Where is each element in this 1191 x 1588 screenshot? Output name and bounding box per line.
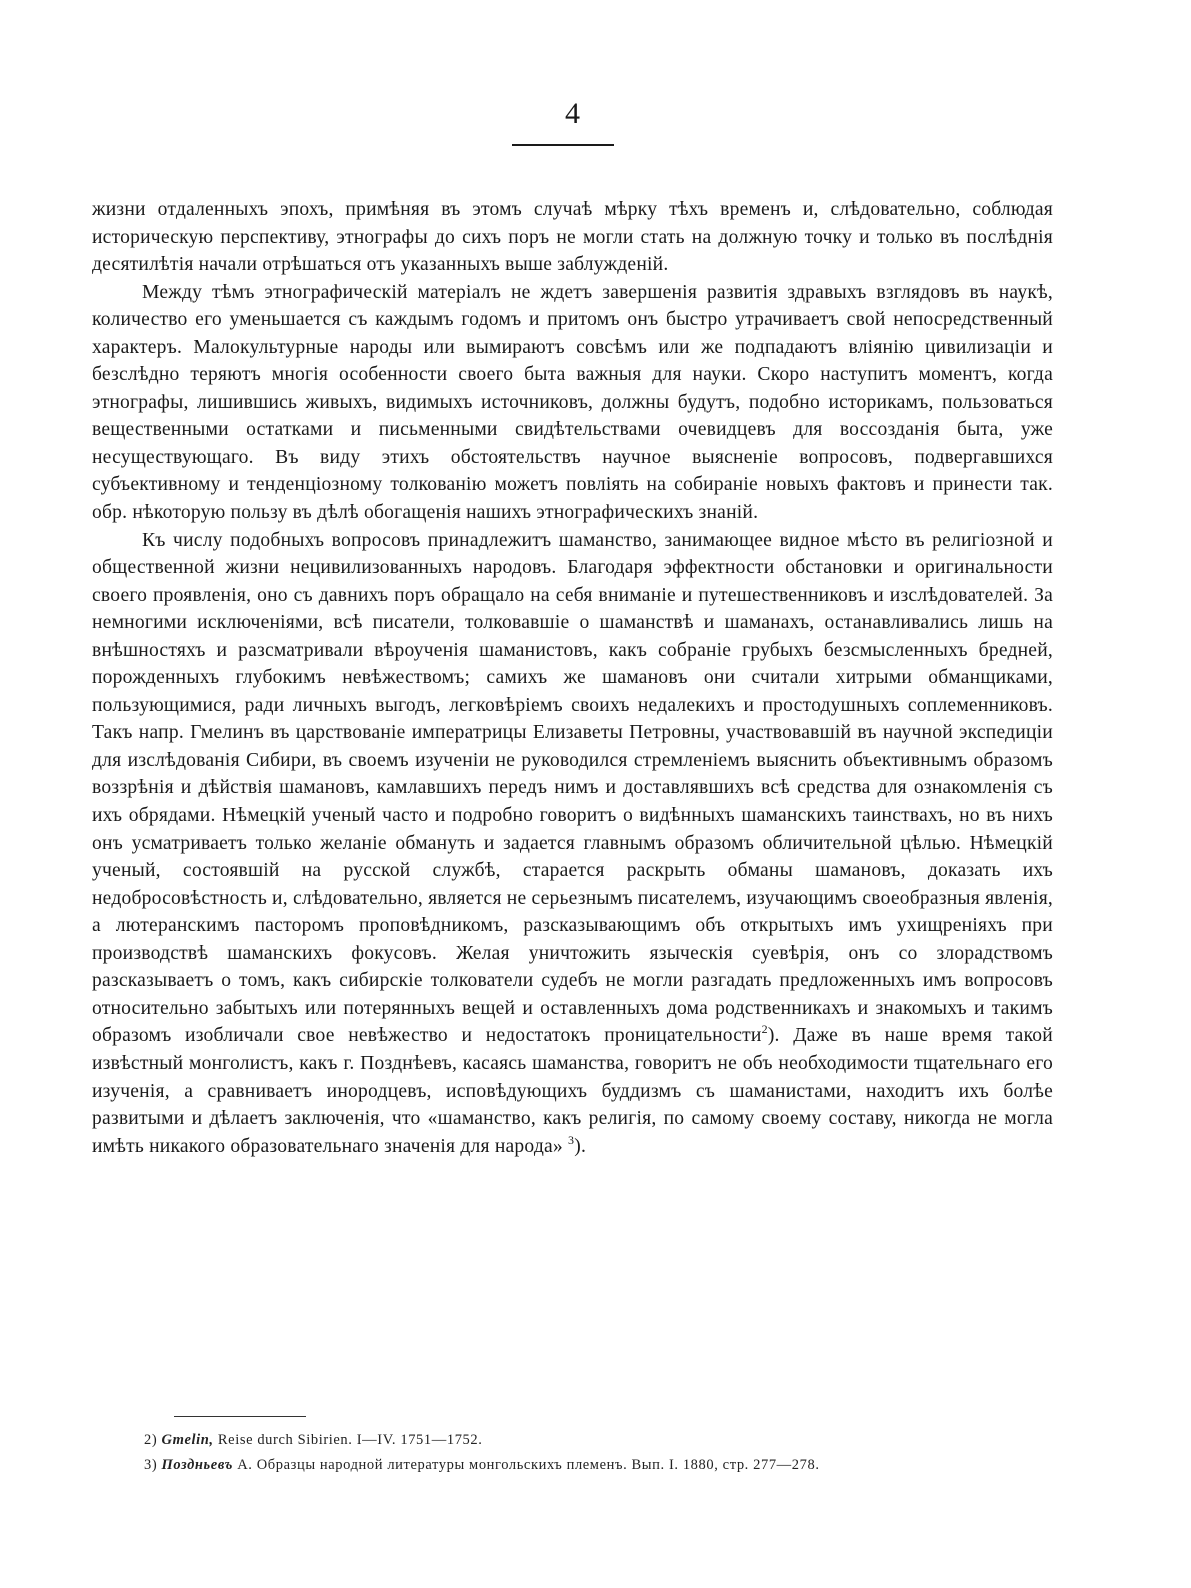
paragraph-text: Къ числу подобныхъ вопросовъ принадлежитъ шаманство, занимающее видное мѣсто въ религіозной и общественной жизни нецивилизованныхъ народовъ. Благодаря эффектности обстановки и оригинальности своего проявленія, оно съ давнихъ поръ обращало на себя вниманіе и путешественниковъ и изслѣдователей. За немногими исключеніями, всѣ писатели, толковавшіе о шаманствѣ и шаманахъ, останавливались лишь на внѣшностяхъ и разсматривали вѣроученія шаманистовъ, какъ собраніе грубыхъ безсмысленныхъ бредней, порожденныхъ глубокимъ невѣжествомъ; самихъ же шамановъ они считали хитрыми обманщиками, пользующимися, ради личныхъ выгодъ, легковѣріемъ своихъ недалекихъ и простодушныхъ соплеменниковъ. Такъ напр. Гмелинъ въ царствованіе императрицы Елизаветы Петровны, участвовавшій въ научной экспедиціи для изслѣдованія Сибири, въ своемъ изученіи не руководился стремленіемъ выяснить объективнымъ образомъ воззрѣнія и дѣйствія шамановъ, камлавшихъ передъ нимъ и доставлявшихъ всѣ средства для ознакомленія съ ихъ обрядами. Нѣмецкій ученый часто и подробно говоритъ о видѣнныхъ шаманскихъ таинствахъ, но въ нихъ онъ усматриваетъ только желаніе обмануть и задается главнымъ образомъ обличительной цѣлью. Нѣмецкій ученый, состоявшій на русской службѣ, старается раскрыть обманы шамановъ, доказать ихъ недобросовѣстность и, слѣдовательно, является не серьезнымъ писателемъ, изучающимъ своеобразныя явленія, а лютеранскимъ пасторомъ проповѣдникомъ, разсказывающимъ объ открытыхъ имъ ухищреніяхъ при производствѣ шаманскихъ фокусовъ. Желая уничтожить языческія суевѣрія, онъ со злорадствомъ разсказываетъ о томъ, какъ сибирскіе толкователи судебъ не могли разгадать предложенныхъ имъ вопросовъ относительно забытыхъ или потерянныхъ вещей и оставленныхъ дома родственникахъ и знакомыхъ и такимъ образомъ изобличали свое невѣжество и недостатокъ проницательности: [92, 529, 1053, 1047]
body-text: [92, 196, 1053, 1160]
footnote-rule: [174, 1416, 306, 1417]
footnote-ref-2: 2: [761, 1022, 768, 1037]
header-rule: [512, 144, 614, 146]
footnote-marker: 2): [144, 1432, 158, 1448]
footnote-author: Gmelin,: [161, 1432, 214, 1448]
page-number: 4: [565, 97, 580, 130]
paragraph-shamanism: [92, 527, 1053, 1161]
paragraph-text: ). Даже въ наше время такой извѣстный монголистъ, какъ г. Позднѣевъ, касаясь шаманства, говоритъ не объ необходимости тщательнаго его изученія, а сравниваетъ инородцевъ, исповѣдующихъ буддизмъ съ шаманистами, находитъ ихъ болѣе развитыми и дѣлаетъ заключенія, что «шаманство, какъ религія, по самому своему составу, никогда не могла имѣть никакого образовательнаго значенія для народа»: [92, 1025, 1053, 1157]
footnote-author: Поздньевъ: [161, 1457, 233, 1473]
footnotes: [144, 1428, 1053, 1478]
footnote-text: А. Образцы народной литературы монгольскихъ племенъ. Вып. I. 1880, стр. 277—278.: [237, 1457, 820, 1473]
paragraph-continued: жизни отдаленныхъ эпохъ, примѣняя въ этомъ случаѣ мѣрку тѣхъ временъ и, слѣдовательно, соблюдая историческую перспективу, этнографы до сихъ поръ не могли стать на должную точку и только въ послѣднія десятилѣтія начали отрѣшаться отъ указанныхъ выше заблужденій.: [92, 199, 1053, 276]
footnote-text: Reise durch Sibirien. I—IV. 1751—1752.: [217, 1432, 483, 1448]
footnote-3: [144, 1453, 1053, 1478]
footnote-ref-3: 3: [568, 1132, 575, 1147]
paragraph-text: ).: [574, 1135, 587, 1157]
footnote-2: [144, 1428, 1053, 1453]
paragraph-ethnographic-material: Между тѣмъ этнографическій матеріалъ не ждетъ завершенія развитія здравыхъ взглядовъ въ наукѣ, количество его уменьшается съ каждымъ годомъ и притомъ онъ быстро утрачиваетъ свой непосредственный характеръ. Малокультурные народы или вымираютъ совсѣмъ или же подпадаютъ вліянію цивилизаціи и безслѣдно теряютъ многія особенности своего быта важныя для науки. Скоро наступитъ моментъ, когда этнографы, лишившись живыхъ, видимыхъ источниковъ, должны будутъ, подобно историкамъ, пользоваться вещественными остатками и письменными свидѣтельствами очевидцевъ для воссозданія быта, уже несуществующаго. Въ виду этихъ обстоятельствъ научное выясненіе вопросовъ, подвергавшихся субъективному и тенденціозному толкованію можетъ повлiять на собираніе новыхъ фактовъ и принести так. обр. нѣкоторую пользу въ дѣлѣ обогащенія нашихъ этнографическихъ знаній.: [92, 281, 1053, 524]
footnote-marker: 3): [144, 1457, 158, 1473]
